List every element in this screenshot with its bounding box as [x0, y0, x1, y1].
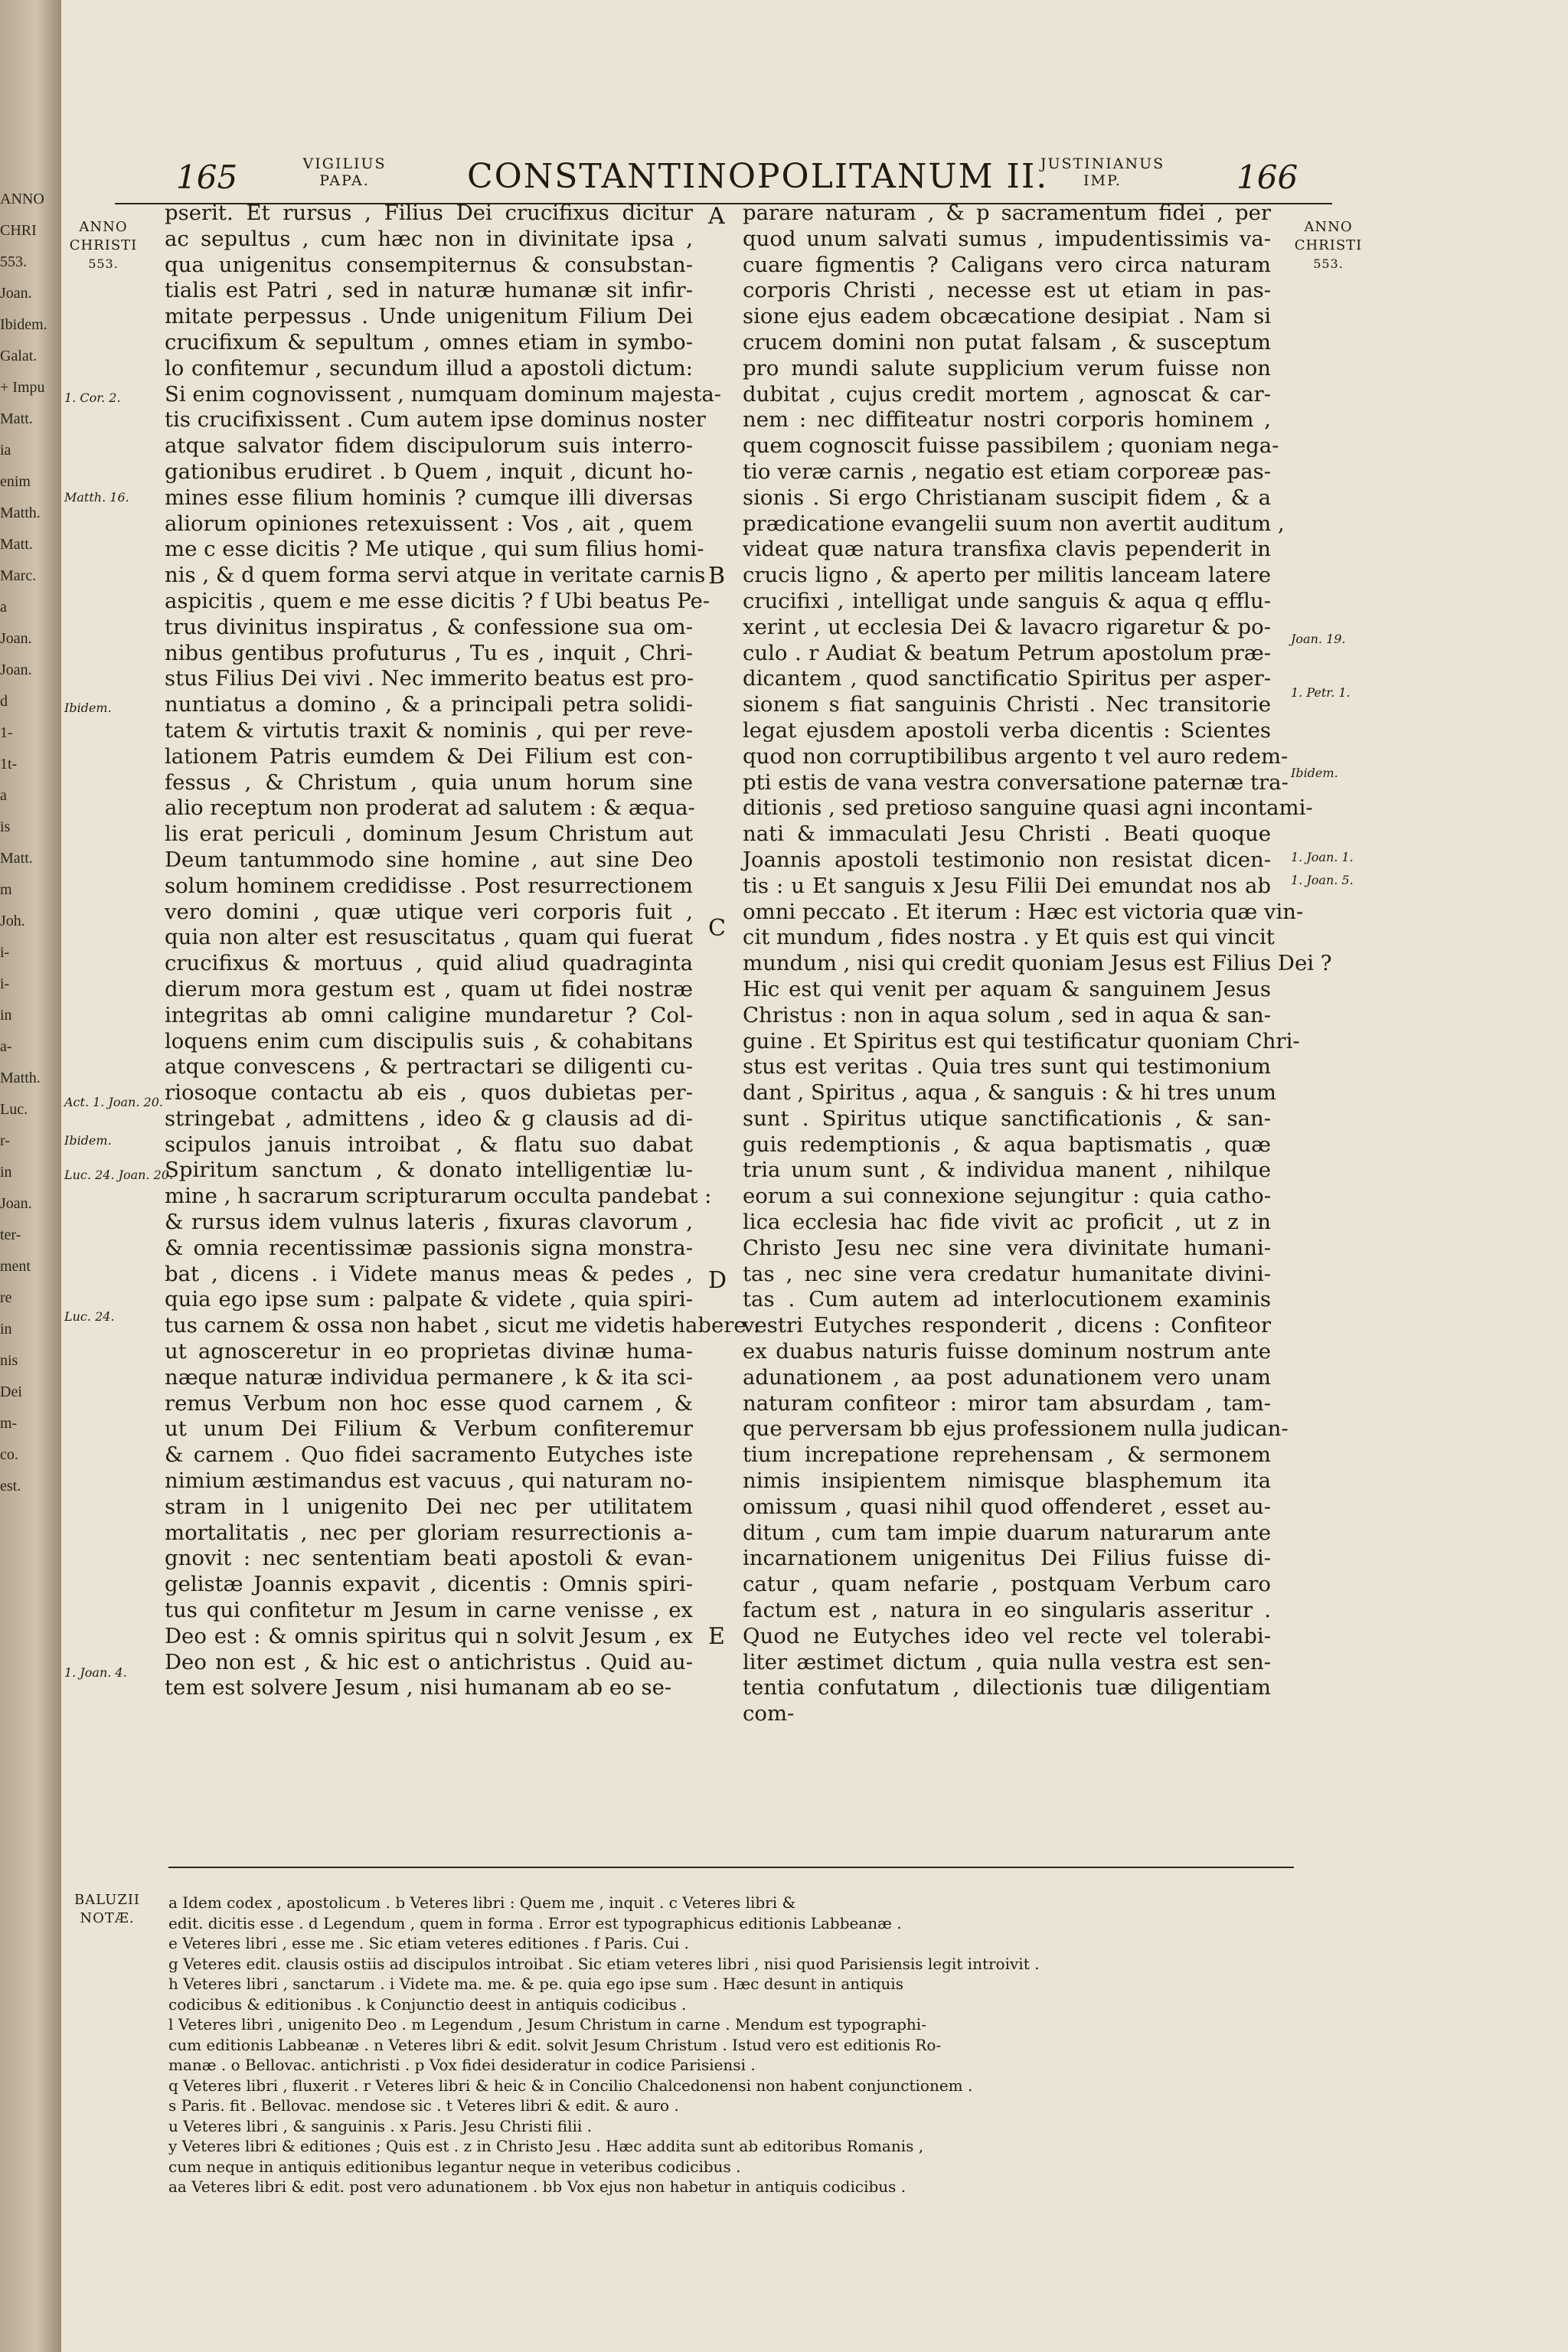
- text-line: Si enim cognovissent , numquam dominum majesta-: [165, 381, 722, 407]
- text-line: vestri Eutyches responderit , dicens : Confiteor: [743, 1313, 1271, 1338]
- edge-fragment: Marc.: [0, 567, 37, 584]
- text-line: xerint , ut ecclesia Dei & lavacro rigaretur & po-: [743, 614, 1271, 639]
- margin-reference: 1. Joan. 5.: [1291, 873, 1354, 887]
- edge-fragment: co.: [0, 1446, 18, 1463]
- page-number-left: 165: [176, 158, 238, 196]
- text-line: tio veræ carnis , negatio est etiam corporeæ pas-: [743, 459, 1271, 484]
- text-line: tentia confutatum , dilectionis tuæ diligentiam: [743, 1675, 1271, 1700]
- margin-reference: Ibidem.: [64, 701, 112, 715]
- text-line: ex duabus naturis fuisse dominum nostrum ante: [743, 1339, 1271, 1364]
- text-line: riosoque contactu ab eis , quos dubietas per-: [165, 1080, 693, 1106]
- edge-fragment: is: [0, 818, 11, 835]
- edge-fragment: ANNO: [0, 191, 44, 207]
- text-line: naturam confiteor : miror tam absurdam , tam-: [743, 1390, 1271, 1416]
- anno-label: ANNO CHRISTI: [69, 219, 138, 253]
- text-line: mundum , nisi qui credit quoniam Jesus est Filius Dei ?: [743, 951, 1332, 976]
- edge-fragment: 553.: [0, 253, 27, 270]
- text-line: tis crucifixissent . Cum autem ipse dominus noster: [165, 407, 706, 433]
- text-line: cit mundum , fides nostra . y Et quis est qui vincit: [743, 925, 1275, 950]
- edge-fragment: a: [0, 787, 7, 804]
- edge-fragment: i-: [0, 944, 10, 961]
- text-line: crucifixus & mortuus , quid aliud quadraginta: [165, 951, 693, 976]
- text-line: quia ego ipse sum : palpate & videte , quia spiri-: [165, 1287, 693, 1312]
- running-title: CONSTANTINOPOLITANUM II.: [467, 157, 1049, 196]
- edge-fragment: d: [0, 693, 8, 710]
- note-line: a Idem codex , apostolicum . b Veteres libri : Quem me , inquit . c Veteres libri &: [168, 1893, 796, 1912]
- note-line: g Veteres edit. clausis ostiis ad discipulos introibat . Sic etiam veteres libri , nisi quod Parisiensis legit introivit .: [168, 1954, 1040, 1973]
- edge-fragment: nis: [0, 1352, 18, 1369]
- section-letter: C: [708, 915, 726, 942]
- text-line: ut agnosceretur in eo proprietas divinæ huma-: [165, 1339, 693, 1364]
- edge-fragment: Matt.: [0, 410, 33, 427]
- edge-fragment: Joh.: [0, 913, 25, 929]
- text-line: tatem & virtutis traxit & nominis , qui per reve-: [165, 717, 693, 743]
- text-line: stus est veritas . Quia tres sunt qui testimonium: [743, 1054, 1271, 1080]
- edge-fragment: 1-: [0, 724, 13, 741]
- note-line: l Veteres libri , unigenito Deo . m Legendum , Jesum Christum in carne . Mendum est typographi-: [168, 2015, 926, 2034]
- note-line: y Veteres libri & editiones ; Quis est . z in Christo Jesu . Hæc addita sunt ab editoribus Romanis ,: [168, 2137, 924, 2155]
- text-line: pti estis de vana vestra conversatione paternæ tra-: [743, 769, 1289, 795]
- edge-fragment: est.: [0, 1478, 21, 1494]
- text-line: Deum tantummodo sine homine , aut sine Deo: [165, 847, 693, 872]
- text-line: guis redemptionis , & aqua baptismatis , quæ: [743, 1132, 1271, 1157]
- text-line: mortalitatis , nec per gloriam resurrectionis a-: [165, 1520, 693, 1545]
- text-line: eorum a sui connexione sejungitur : quia catho-: [743, 1184, 1271, 1209]
- text-line: prædicatione evangelii suum non avertit auditum ,: [743, 511, 1285, 536]
- note-line: codicibus & editionibus . k Conjunctio deest in antiquis codicibus .: [168, 1994, 687, 2014]
- note-line: edit. dicitis esse . d Legendum , quem in forma . Error est typographicus editionis Labbeanæ .: [168, 1913, 902, 1932]
- edge-fragment: ment: [0, 1258, 31, 1275]
- text-line: dierum mora gestum est , quam ut fidei nostræ: [165, 976, 693, 1001]
- edge-fragment: Joan.: [0, 662, 32, 678]
- margin-reference: 1. Petr. 1.: [1291, 685, 1351, 700]
- section-letter: D: [708, 1267, 727, 1294]
- text-line: tas . Cum autem ad interlocutionem examinis: [743, 1287, 1271, 1312]
- margin-reference: Matth. 16.: [64, 490, 129, 505]
- edge-fragment: Dei: [0, 1383, 22, 1400]
- text-line: Joannis apostoli testimonio non resistat dicen-: [743, 847, 1271, 872]
- edge-fragment: m-: [0, 1415, 18, 1432]
- margin-reference: Joan. 19.: [1291, 632, 1346, 646]
- text-line: sionis . Si ergo Christianam suscipit fidem , & a: [743, 485, 1271, 510]
- section-letter: A: [708, 203, 725, 230]
- text-line: pserit. Et rursus , Filius Dei crucifixus dicitur: [165, 201, 693, 225]
- text-line: omni peccato . Et iterum : Hæc est victoria quæ vin-: [743, 899, 1304, 924]
- text-line: ditionis , sed pretioso sanguine quasi agni incontami-: [743, 795, 1313, 821]
- text-line: atque salvator fidem discipulorum suis interro-: [165, 433, 693, 459]
- text-line: parare naturam , & p sacramentum fidei , per: [743, 201, 1271, 225]
- text-line: dicantem , quod sanctificatio Spiritus per asper-: [743, 666, 1271, 691]
- edge-fragment: Joan.: [0, 1195, 32, 1212]
- text-line: nis , & d quem forma servi atque in veritate carnis: [165, 563, 706, 588]
- margin-reference: 1. Joan. 1.: [1291, 850, 1354, 864]
- anno-year: 553.: [1313, 256, 1344, 271]
- text-line: crucifixi , intelligat unde sanguis & aqua q efflu-: [743, 588, 1271, 613]
- text-line: sunt . Spiritus utique sanctificationis , & san-: [743, 1106, 1271, 1131]
- note-line: u Veteres libri , & sanguinis . x Paris. Jesu Christi filii .: [168, 2116, 592, 2135]
- anno-label: ANNO CHRISTI: [1294, 219, 1363, 253]
- text-line: mines esse filium hominis ? cumque illi diversas: [165, 485, 693, 510]
- text-line: mine , h sacrarum scripturarum occulta pandebat :: [165, 1184, 712, 1209]
- text-line: aliorum opiniones retexuissent : Vos , ait , quem: [165, 511, 693, 536]
- edge-fragment: ter-: [0, 1227, 21, 1243]
- text-line: trus divinitus inspiratus , & confessione sua om-: [165, 614, 693, 639]
- text-line: Christus : non in aqua solum , sed in aqua & san-: [743, 1002, 1271, 1027]
- text-line: quod non corruptibilibus argento t vel auro redem-: [743, 743, 1289, 769]
- text-line: lo confitemur , secundum illud a apostoli dictum:: [165, 355, 693, 381]
- text-line: næque naturæ individua permanere , k & ita sci-: [165, 1364, 693, 1390]
- text-line: quem cognoscit fuisse passibilem ; quoniam nega-: [743, 433, 1279, 459]
- text-line: Deo est : & omnis spiritus qui n solvit Jesum , ex: [165, 1623, 693, 1648]
- text-line: nimium æstimandus est vacuus , qui naturam no-: [165, 1468, 693, 1494]
- edge-fragment: Ibidem.: [0, 316, 47, 333]
- text-line: tus carnem & ossa non habet , sicut me videtis habere :: [165, 1313, 760, 1338]
- text-line: me c esse dicitis ? Me utique , qui sum filius homi-: [165, 537, 704, 562]
- text-line: quia non alter est resuscitatus , quam qui fuerat: [165, 925, 693, 950]
- margin-reference: Ibidem.: [64, 1133, 112, 1148]
- text-line: Quod ne Eutyches ideo vel recte vel tolerabi-: [743, 1623, 1271, 1648]
- edge-fragment: a-: [0, 1038, 12, 1055]
- text-line: tria unum sunt , & individua manent , nihilque: [743, 1158, 1271, 1183]
- text-line: dant , Spiritus , aqua , & sanguis : & hi tres unum: [743, 1080, 1277, 1106]
- footnote-rule: [168, 1867, 1294, 1868]
- text-line: qua unigenitus consempiternus & consubstan-: [165, 252, 693, 277]
- edge-fragment: Matth.: [0, 1070, 41, 1086]
- edge-fragment: a: [0, 599, 7, 616]
- edge-fragment: Joan.: [0, 630, 32, 647]
- text-line: nuntiatus a domino , & a principali petra solidi-: [165, 692, 693, 717]
- text-line: tium increpatione reprehensam , & sermonem: [743, 1442, 1271, 1468]
- text-line: integritas ab omni caligine mundaretur ? Col-: [165, 1002, 693, 1027]
- text-line: lica ecclesia hac fide vivit ac proficit , ut z in: [743, 1210, 1271, 1235]
- left-text-column: [165, 201, 760, 1701]
- anno-christi-left: [61, 218, 145, 273]
- text-line: & omnia recentissimæ passionis signa monstra-: [165, 1235, 693, 1260]
- text-line: stram in l unigenito Dei nec per utilitatem: [165, 1494, 693, 1519]
- text-line: stringebat , admittens , ideo & g clausis ad di-: [165, 1106, 693, 1131]
- margin-reference: 1. Joan. 4.: [64, 1665, 127, 1680]
- edge-fragment: ia: [0, 442, 11, 459]
- text-line: alio receptum non proderat ad salutem : & æqua-: [165, 795, 695, 821]
- note-line: cum editionis Labbeanæ . n Veteres libri & edit. solvit Jesum Christum . Istud vero est editionis Ro-: [168, 2035, 942, 2054]
- text-line: com-: [743, 1701, 795, 1726]
- text-line: catur , quam nefarie , postquam Verbum caro: [743, 1572, 1271, 1597]
- text-line: crucifixum & sepultum , omnes etiam in symbo-: [165, 329, 693, 354]
- edge-fragment: Joan.: [0, 285, 32, 302]
- baluze-notes: [168, 1893, 1302, 2197]
- section-letter: E: [708, 1623, 725, 1650]
- note-line: aa Veteres libri & edit. post vero adunationem . bb Vox ejus non habetur in antiquis codicibus .: [168, 2177, 906, 2196]
- text-line: nimis insipientem nimisque blasphemum ita: [743, 1468, 1271, 1494]
- text-line: gnovit : nec sententiam beati apostoli & evan-: [165, 1546, 693, 1571]
- text-line: omissum , quasi nihil quod offenderet , esset au-: [743, 1494, 1271, 1519]
- text-line: adunationem , aa post adunationem vero unam: [743, 1364, 1271, 1390]
- text-line: ut unum Dei Filium & Verbum confiteremur: [165, 1416, 693, 1442]
- text-line: tas , nec sine vera credatur humanitate divini-: [743, 1261, 1271, 1286]
- edge-fragment: Matt.: [0, 850, 33, 867]
- edge-fragment: in: [0, 1007, 12, 1024]
- edge-fragment: Galat.: [0, 348, 38, 364]
- text-line: atque convescens , & pertractari se diligenti cu-: [165, 1054, 693, 1080]
- text-line: Deo non est , & hic est o antichristus . Quid au-: [165, 1649, 693, 1674]
- notes-label: BALUZII NOTÆ.: [74, 1892, 141, 1926]
- note-line: manæ . o Bellovac. antichristi . p Vox fidei desideratur in codice Parisiensi .: [168, 2056, 756, 2074]
- text-line: que perversam bb ejus professionem nulla judican-: [743, 1416, 1289, 1442]
- text-line: remus Verbum non hoc esse quod carnem , &: [165, 1390, 693, 1416]
- text-line: lationem Patris eumdem & Dei Filium est con-: [165, 743, 693, 769]
- text-line: & carnem . Quo fidei sacramento Eutyches iste: [165, 1442, 693, 1468]
- edge-fragment: i-: [0, 975, 10, 992]
- previous-page-edge: [0, 184, 61, 2312]
- text-line: nem : nec diffiteatur nostri corporis hominem ,: [743, 407, 1271, 433]
- text-line: tis : u Et sanguis x Jesu Filii Dei emundat nos ab: [743, 873, 1271, 898]
- edge-fragment: in: [0, 1321, 12, 1338]
- text-line: tem est solvere Jesum , nisi humanam ab eo se-: [165, 1675, 672, 1700]
- note-line: e Veteres libri , esse me . Sic etiam veteres editiones . f Paris. Cui .: [168, 1934, 689, 1952]
- edge-fragment: r-: [0, 1132, 10, 1149]
- text-line: gationibus erudiret . b Quem , inquit , dicunt ho-: [165, 459, 693, 484]
- margin-reference: Luc. 24.: [64, 1309, 115, 1324]
- text-line: tus qui confitetur m Jesum in carne venisse , ex: [165, 1598, 693, 1623]
- edge-fragment: CHRI: [0, 222, 37, 239]
- text-line: legat ejusdem apostoli verba dicentis : Scientes: [743, 717, 1271, 743]
- text-line: culo . r Audiat & beatum Petrum apostolum præ-: [743, 640, 1271, 665]
- text-line: Hic est qui venit per aquam & sanguinem Jesus: [743, 976, 1271, 1001]
- text-line: nibus gentibus profuturus , Tu es , inquit , Chri-: [165, 640, 693, 665]
- text-line: bat , dicens . i Videte manus meas & pedes ,: [165, 1261, 693, 1286]
- note-line: s Paris. fit . Bellovac. mendose sic . t Veteres libri & edit. & auro .: [168, 2096, 679, 2115]
- text-line: crucis ligno , & aperto per militis lanceam latere: [743, 563, 1271, 588]
- text-line: lis erat periculi , dominum Jesum Christum aut: [165, 822, 693, 847]
- text-line: liter æstimet dictum , quia nulla vestra est sen-: [743, 1649, 1271, 1674]
- text-line: stus Filius Dei vivi . Nec immerito beatus est pro-: [165, 666, 694, 691]
- text-line: ditum , cum tam impie duarum naturarum ante: [743, 1520, 1271, 1545]
- running-head-right: JUSTINIANUS IMP.: [1040, 155, 1165, 189]
- margin-reference: 1. Cor. 2.: [64, 390, 121, 405]
- page-header: [176, 149, 1298, 203]
- running-head-left: VIGILIUS PAPA.: [302, 155, 387, 189]
- edge-fragment: 1t-: [0, 756, 18, 773]
- note-line: h Veteres libri , sanctarum . i Videte ma. me. & pe. quia ego ipse sum . Hæc desunt in antiquis: [168, 1975, 903, 1993]
- text-line: loquens enim cum discipulis suis , & cohabitans: [165, 1028, 693, 1054]
- text-line: tialis est Patri , sed in naturæ humanæ sit infir-: [165, 278, 693, 303]
- text-line: cuare figmentis ? Caligans vero circa naturam: [743, 252, 1271, 277]
- margin-reference: Luc. 24. Joan. 20.: [64, 1168, 174, 1182]
- text-line: scipulos januis introibat , & flatu suo dabat: [165, 1132, 693, 1157]
- text-line: ac sepultus , cum hæc non in divinitate ipsa ,: [165, 226, 693, 251]
- text-line: & rursus idem vulnus lateris , fixuras clavorum ,: [165, 1210, 693, 1235]
- text-line: gelistæ Joannis expavit , dicentis : Omnis spiri-: [165, 1572, 693, 1597]
- text-line: solum hominem credidisse . Post resurrectionem: [165, 873, 693, 898]
- text-line: quod unum salvati sumus , impudentissimis va-: [743, 226, 1271, 251]
- text-line: corporis Christi , necesse est ut etiam in pas-: [743, 278, 1271, 303]
- text-line: guine . Et Spiritus est qui testificatur quoniam Chri-: [743, 1028, 1300, 1054]
- text-line: Christo Jesu nec sine vera divinitate humani-: [743, 1235, 1271, 1260]
- text-line: sionem s fiat sanguinis Christi . Nec transitorie: [743, 692, 1271, 717]
- edge-fragment: in: [0, 1164, 12, 1181]
- text-line: pro mundi salute supplicium verum fuisse non: [743, 355, 1271, 381]
- edge-fragment: re: [0, 1289, 12, 1306]
- text-line: videat quæ natura transfixa clavis pependerit in: [743, 537, 1271, 562]
- note-line: cum neque in antiquis editionibus legantur neque in veteribus codicibus .: [168, 2157, 741, 2176]
- edge-fragment: Matt.: [0, 536, 33, 553]
- text-line: dubitat , cujus credit mortem , agnoscat & car-: [743, 381, 1271, 407]
- margin-reference: Ibidem.: [1291, 766, 1338, 780]
- text-line: vero domini , quæ utique veri corporis fuit ,: [165, 899, 693, 924]
- edge-fragment: Luc.: [0, 1101, 28, 1118]
- edge-fragment: + Impu: [0, 379, 45, 396]
- page-number-right: 166: [1236, 158, 1298, 196]
- anno-christi-right: [1286, 218, 1370, 273]
- text-line: crucem domini non putat falsam , & susceptum: [743, 329, 1271, 354]
- text-line: Spiritum sanctum , & donato intelligentiæ lu-: [165, 1158, 693, 1183]
- text-line: sione ejus eadem obcæcatione desipiat . Nam si: [743, 304, 1271, 329]
- text-line: nati & immaculati Jesu Christi . Beati quoque: [743, 822, 1271, 847]
- text-line: incarnationem unigenitus Dei Filius fuisse di-: [743, 1546, 1271, 1571]
- text-line: aspicitis , quem e me esse dicitis ? f Ubi beatus Pe-: [165, 588, 710, 613]
- margin-reference: Act. 1. Joan. 20.: [64, 1095, 163, 1109]
- text-line: fessus , & Christum , quia unum horum sine: [165, 769, 693, 795]
- note-line: q Veteres libri , fluxerit . r Veteres libri & heic & in Concilio Chalcedonensi non habent conjunctionem .: [168, 2076, 973, 2095]
- text-line: factum est , natura in eo singularis asseritur .: [743, 1598, 1271, 1623]
- edge-fragment: Matth.: [0, 505, 41, 521]
- edge-fragment: enim: [0, 473, 31, 490]
- section-letter: B: [708, 563, 726, 590]
- edge-fragment: m: [0, 881, 12, 898]
- text-line: mitate perpessus . Unde unigenitum Filium Dei: [165, 304, 693, 329]
- anno-year: 553.: [88, 256, 119, 271]
